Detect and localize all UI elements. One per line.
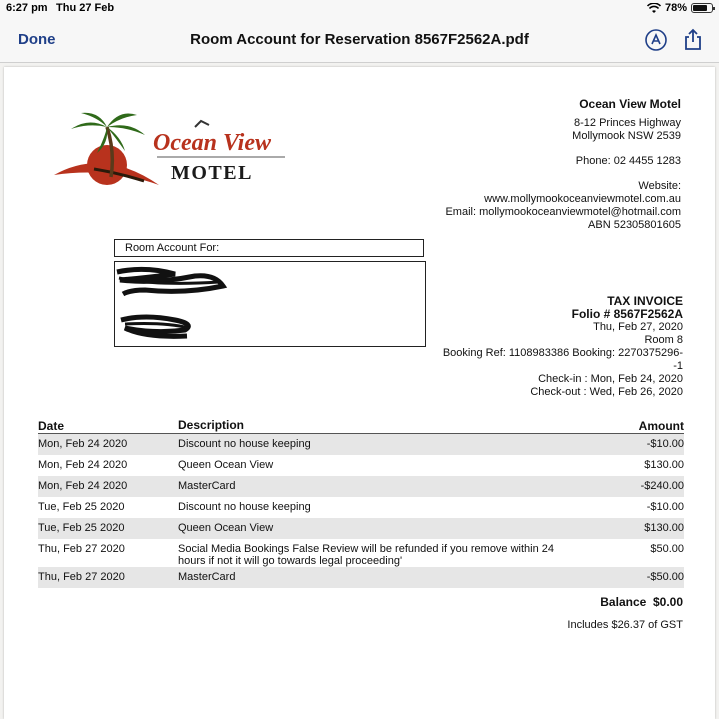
business-name: Ocean View Motel [579, 97, 681, 111]
redacted-scribble [115, 264, 235, 344]
markup-icon[interactable] [643, 27, 669, 53]
invoice-folio: Folio # 8567F2562A [571, 307, 683, 321]
row-description: Discount no house keeping [178, 501, 311, 513]
logo-line2: MOTEL [171, 162, 253, 184]
status-bar [0, 0, 719, 18]
row-description: Social Media Bookings False Review will be refunded if you remove within 24 hours if not it will go towards legal proceeding' [178, 543, 555, 567]
totals [567, 595, 683, 631]
room-account-label: Room Account For: [114, 239, 424, 257]
row-description: MasterCard [178, 571, 236, 583]
invoice-type: TAX INVOICE [607, 294, 683, 308]
battery-icon [691, 3, 713, 13]
business-address-1: 8-12 Princes Highway [574, 117, 681, 129]
business-email: Email: mollymookoceanviewmotel@hotmail.com [445, 206, 681, 218]
row-description: Queen Ocean View [178, 522, 274, 534]
logo-line1: Ocean View [153, 130, 271, 156]
row-description: Queen Ocean View [178, 459, 274, 471]
row-date: Mon, Feb 24 2020 [38, 480, 128, 492]
row-amount: $130.00 [644, 459, 684, 471]
row-amount: -$240.00 [640, 480, 684, 492]
battery-percent: 78% [664, 2, 687, 14]
invoice-details [443, 295, 683, 399]
table-row [38, 518, 684, 539]
transactions-table [38, 419, 684, 588]
row-date: Thu, Feb 27 2020 [38, 543, 125, 555]
invoice-booking-suffix: -1 [673, 360, 683, 372]
row-date: Thu, Feb 27 2020 [38, 571, 125, 583]
pdf-page [4, 67, 715, 719]
status-time: 6:27 pm [6, 2, 48, 14]
row-description: Discount no house keeping [178, 438, 311, 450]
business-address-2: Mollymook NSW 2539 [572, 130, 681, 142]
motel-logo [49, 107, 294, 192]
balance-line [567, 595, 683, 609]
balance-value: $0.00 [652, 595, 683, 609]
table-row [38, 476, 684, 497]
row-date: Tue, Feb 25 2020 [38, 522, 125, 534]
room-account-box [114, 261, 426, 347]
table-row [38, 567, 684, 588]
balance-label: Balance [600, 595, 647, 609]
header-description: Description [178, 418, 245, 432]
table-row [38, 455, 684, 476]
table-header [38, 419, 684, 434]
business-phone: Phone: 02 4455 1283 [575, 155, 681, 167]
row-date: Mon, Feb 24 2020 [38, 459, 128, 471]
wifi-icon [647, 3, 661, 14]
navigation-bar [0, 18, 719, 63]
invoice-booking: Booking Ref: 1108983386 Booking: 2270375296- [442, 347, 683, 359]
row-amount: $130.00 [644, 522, 684, 534]
header-amount: Amount [638, 419, 684, 433]
table-row [38, 497, 684, 518]
invoice-room: Room 8 [644, 334, 683, 346]
invoice-date: Thu, Feb 27, 2020 [593, 321, 683, 333]
table-row [38, 539, 684, 567]
row-amount: -$50.00 [646, 571, 684, 583]
business-website-label: Website: [638, 180, 681, 192]
share-icon[interactable] [680, 27, 706, 53]
business-details [445, 98, 681, 232]
row-amount: $50.00 [650, 543, 684, 555]
row-date: Mon, Feb 24 2020 [38, 438, 128, 450]
header-date: Date [38, 419, 65, 433]
document-title: Room Account for Reservation 8567F2562A.pdf [190, 31, 529, 48]
table-row [38, 434, 684, 455]
business-website: www.mollymookoceanviewmotel.com.au [484, 193, 681, 205]
row-amount: -$10.00 [646, 438, 684, 450]
row-date: Tue, Feb 25 2020 [38, 501, 125, 513]
done-button[interactable]: Done [18, 31, 56, 48]
row-amount: -$10.00 [646, 501, 684, 513]
invoice-checkin: Check-in : Mon, Feb 24, 2020 [538, 373, 683, 385]
gst-note: Includes $26.37 of GST [567, 619, 683, 631]
row-description: MasterCard [178, 480, 236, 492]
invoice-checkout: Check-out : Wed, Feb 26, 2020 [530, 386, 683, 398]
status-date: Thu 27 Feb [56, 2, 115, 14]
business-abn: ABN 52305801605 [588, 219, 681, 231]
status-right [647, 2, 713, 14]
